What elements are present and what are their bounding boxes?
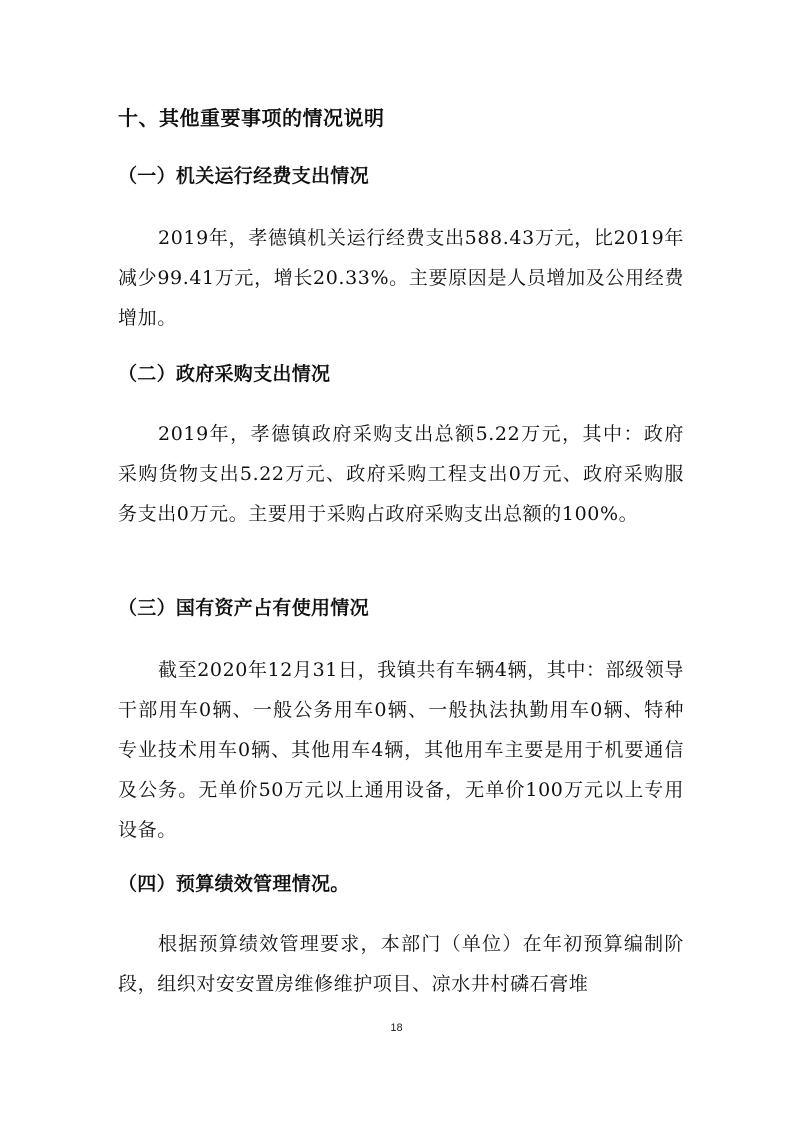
page-number: 18 — [390, 1022, 403, 1034]
section-paragraph-3: 截至2020年12月31日，我镇共有车辆4辆，其中：部级领导干部用车0辆、一般公务用车0辆、一般执法执勤用车0辆、特种专业技术用车0辆、其他用车4辆，其他用车主要是用于机要通信及公务。无单价50万元以上通用设备，无单价100万元以上专用设备。 — [118, 659, 684, 841]
section-heading-3: （三）国有资产占有使用情况 — [118, 597, 369, 619]
section-heading-1: （一）机关运行经费支出情况 — [118, 165, 369, 187]
main-heading: 十、其他重要事项的情况说明 — [118, 106, 385, 130]
section-paragraph-1: 2019年，孝德镇机关运行经费支出588.43万元，比2019年减少99.41万元，增长20.33%。主要原因是人员增加及公用经费增加。 — [118, 227, 684, 329]
section-heading-4: （四）预算绩效管理情况。 — [118, 873, 350, 895]
section-paragraph-2: 2019年，孝德镇政府采购支出总额5.22万元，其中：政府采购货物支出5.22万元、政府采购工程支出0万元、政府采购服务支出0万元。主要用于采购占政府采购支出总额的100%。 — [118, 423, 684, 525]
section-heading-2: （二）政府采购支出情况 — [118, 363, 331, 385]
section-paragraph-4: 根据预算绩效管理要求，本部门（单位）在年初预算编制阶段，组织对安安置房维修维护项目、凉水井村磷石膏堆 — [118, 933, 684, 995]
